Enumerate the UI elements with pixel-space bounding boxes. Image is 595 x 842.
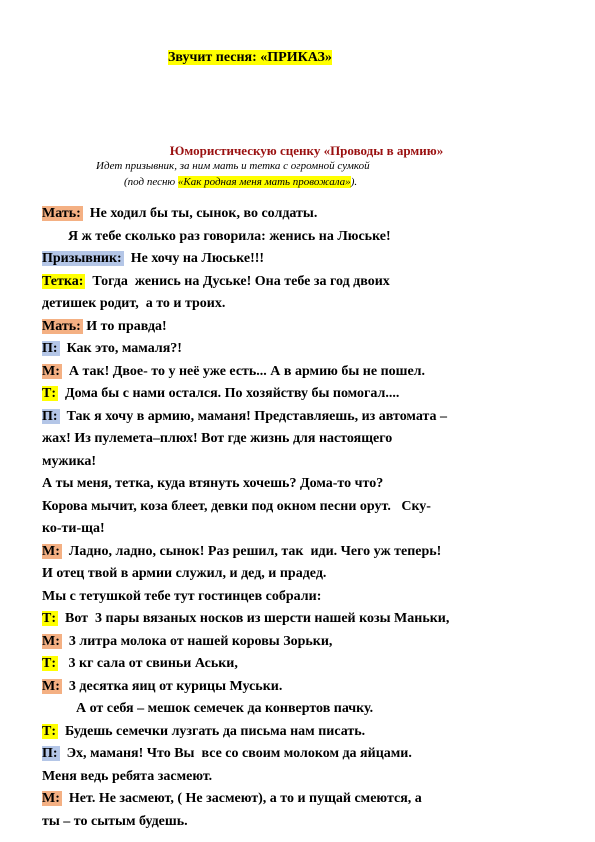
- dialogue-line: [42, 518, 574, 541]
- dialogue-line: [42, 788, 574, 811]
- line-text: Эх, маманя! Что Вы все со своим молоком да яйцами.: [59, 746, 412, 761]
- dialogue-line: [42, 383, 574, 406]
- dialogue-line: [42, 586, 574, 609]
- line-text: А от себя – мешок семечек да конвертов пачку.: [76, 701, 374, 716]
- line-text: Я ж тебе сколько раз говорила: женись на Люське!: [68, 228, 391, 244]
- dialogue-line: [42, 721, 574, 744]
- stage-direction-suffix: ).: [350, 176, 358, 188]
- dialogue-line: [42, 451, 574, 474]
- dialogue-line: [42, 698, 574, 721]
- dialogue-line: [42, 563, 574, 586]
- dialogue-line: [42, 293, 574, 316]
- stage-direction-prefix: (под песню: [124, 176, 178, 188]
- speaker-label: Т:: [42, 656, 56, 671]
- speaker-label: Тетка:: [42, 273, 84, 289]
- dialogue-line: [42, 653, 574, 676]
- stage-direction-song: «Как родная меня мать провожала»: [177, 176, 351, 188]
- line-text: Не ходил бы ты, сынок, во солдаты.: [82, 206, 318, 221]
- speaker-label: Т:: [42, 386, 56, 401]
- speaker-label: М:: [42, 791, 60, 806]
- dialogue-line: [42, 271, 574, 294]
- scene-title: [0, 143, 595, 159]
- line-text: 3 кг сала от свиньи Аськи,: [58, 656, 238, 671]
- line-text: А так! Двое- то у неё уже есть... А в армию бы не пошел.: [61, 363, 426, 379]
- line-text: мужика!: [42, 453, 97, 469]
- dialogue-line: [42, 248, 574, 271]
- speaker-label: Мать:: [42, 206, 81, 221]
- line-text: Как это, мамаля?!: [59, 341, 182, 356]
- dialogue-line: [42, 541, 574, 564]
- line-text: Вот 3 пары вязаных носков из шерсти нашей козы Маньки,: [58, 611, 450, 626]
- line-text: И то правда!: [82, 318, 167, 334]
- speaker-label: Мать:: [42, 318, 81, 334]
- dialogue-line: [42, 428, 574, 451]
- line-text: жах! Из пулемета–плюх! Вот где жизнь для настоящего: [42, 431, 393, 446]
- line-text: Будешь семечки лузгать да письма нам писать.: [58, 723, 366, 739]
- line-text: Тогда женись на Дуське! Она тебе за год двоих: [85, 273, 390, 289]
- speaker-label: П:: [42, 408, 58, 424]
- speaker-label: Т:: [42, 723, 56, 739]
- stage-direction-line-1: Идет призывник, за ним мать и тетка с огромной сумкой: [96, 160, 370, 172]
- line-text: ко-ти-ща!: [42, 521, 105, 536]
- line-text: 3 литра молока от нашей коровы Зорьки,: [61, 633, 333, 649]
- song-heading: [168, 49, 332, 67]
- speaker-label: П:: [42, 341, 58, 356]
- dialogue-line: [42, 811, 574, 834]
- line-text: Ладно, ладно, сынок! Раз решил, так иди. Чего уж теперь!: [61, 543, 442, 559]
- dialogue-line: [42, 316, 574, 339]
- line-text: детишек родит, а то и троих.: [42, 296, 226, 311]
- scene-title-text: Юмористическую сценку «Проводы в армию»: [169, 143, 444, 158]
- line-text: 3 десятка яиц от курицы Муськи.: [61, 678, 283, 694]
- dialogue-line: [42, 406, 574, 429]
- dialogue-line: [42, 473, 574, 496]
- dialogue-body: [42, 203, 574, 833]
- dialogue-line: [42, 203, 574, 226]
- line-text: Не хочу на Люське!!!: [123, 251, 265, 266]
- dialogue-line: [42, 496, 574, 519]
- dialogue-line: [42, 338, 574, 361]
- dialogue-line: [42, 608, 574, 631]
- speaker-label: М:: [42, 633, 60, 649]
- speaker-label: М:: [42, 363, 60, 379]
- dialogue-line: [42, 361, 574, 384]
- line-text: Нет. Не засмеют, ( Не засмеют), а то и пущай смеются, а: [61, 791, 422, 806]
- stage-direction-line-2: [124, 176, 357, 188]
- speaker-label: Призывник:: [42, 251, 122, 266]
- speaker-label: М:: [42, 678, 60, 694]
- line-text: А ты меня, тетка, куда втянуть хочешь? Дома-то что?: [42, 476, 384, 491]
- line-text: Меня ведь ребята засмеют.: [42, 768, 213, 784]
- speaker-label: М:: [42, 543, 60, 559]
- line-text: Так я хочу в армию, маманя! Представляешь, из автомата –: [59, 408, 448, 424]
- line-text: Дома бы с нами остался. По хозяйству бы помогал....: [58, 386, 400, 401]
- dialogue-line: [42, 226, 574, 249]
- line-text: ты – то сытым будешь.: [42, 813, 188, 829]
- speaker-label: Т:: [42, 611, 56, 626]
- dialogue-line: [42, 676, 574, 699]
- line-text: И отец твой в армии служил, и дед, и прадед.: [42, 566, 327, 581]
- line-text: Корова мычит, коза блеет, девки под окном песни орут. Ску-: [42, 498, 431, 514]
- speaker-label: П:: [42, 746, 58, 761]
- dialogue-line: [42, 743, 574, 766]
- song-heading-text: Звучит песня: «ПРИКАЗ»: [168, 50, 332, 65]
- dialogue-line: [42, 766, 574, 789]
- dialogue-line: [42, 631, 574, 654]
- line-text: Мы с тетушкой тебе тут гостинцев собрали:: [42, 588, 322, 604]
